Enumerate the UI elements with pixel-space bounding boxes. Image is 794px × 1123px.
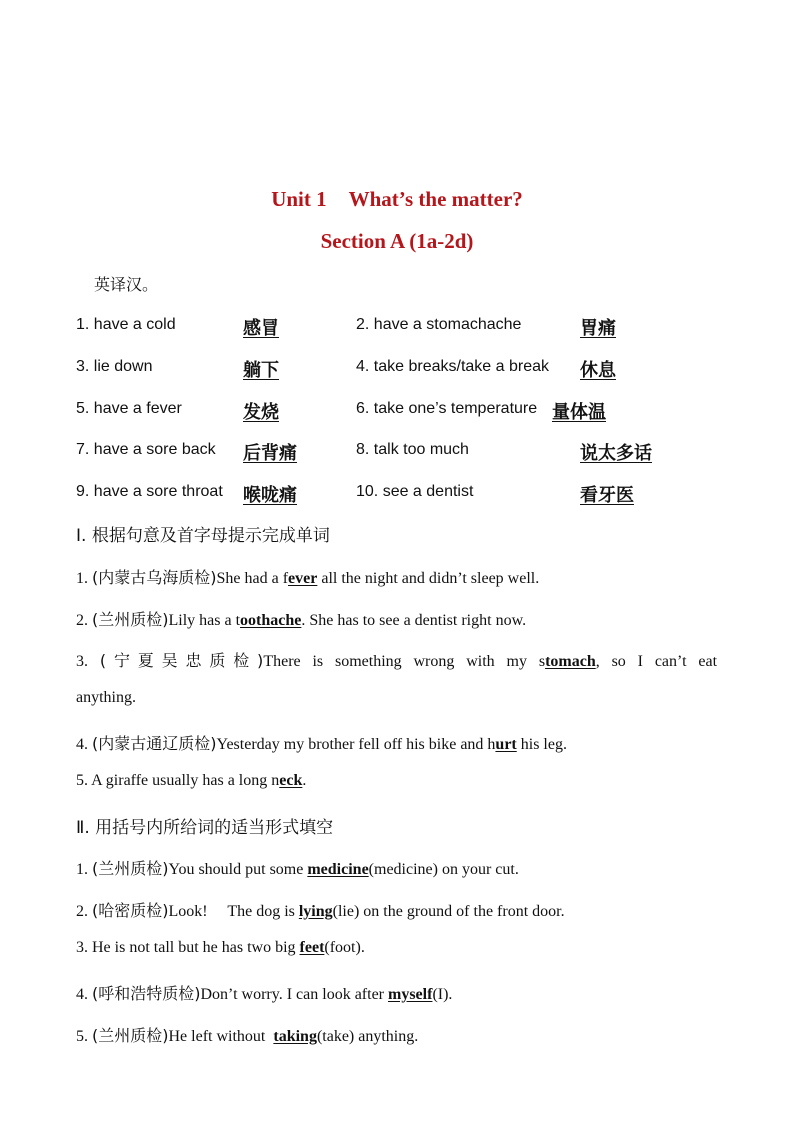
item-source: (兰州质检) (92, 1026, 169, 1045)
vocab-item-en: 9. have a sore throat (76, 483, 223, 500)
section-title: Section A (1a-2d) (320, 229, 474, 253)
item-number: 2. (76, 612, 92, 629)
vocab-item-en: 7. have a sore back (76, 441, 216, 458)
exercise-item (76, 1023, 418, 1046)
unit-question: What’s the matter? (348, 187, 523, 211)
item-text: all the night and didn’t sleep well. (317, 570, 540, 587)
item-text: Yesterday my brother fell off his bike and h (216, 736, 496, 753)
exercise-item-continued: anything. (76, 689, 136, 706)
exercise-item (76, 648, 717, 671)
item-source: (宁夏吴忠质检) (99, 651, 264, 670)
item-number: 5. (76, 772, 92, 789)
item-text: his leg. (516, 736, 567, 753)
item-text: . She has to see a dentist right now. (301, 612, 527, 629)
item-text: A giraffe usually has a long n (91, 772, 280, 789)
answer-blank: tomach (545, 653, 596, 670)
answer-blank: myself (388, 986, 433, 1003)
answer-blank: feet (299, 939, 325, 956)
exercise-item (76, 939, 365, 957)
item-text: Lily has a t (168, 612, 241, 629)
exercise-item (76, 731, 567, 754)
item-text: (take) anything. (316, 1028, 419, 1045)
item-source: (兰州质检) (92, 610, 169, 629)
item-text: (foot). (324, 939, 365, 956)
item-number: 1. (76, 861, 92, 878)
item-text: , so I can’t eat (595, 653, 718, 670)
vocab-item-cn: 说太多话 (580, 443, 652, 464)
vocab-item-en: 3. lie down (76, 358, 153, 375)
answer-blank: oothache (240, 612, 302, 629)
vocab-item-en: 4. take breaks/take a break (356, 358, 549, 375)
exercise-item (76, 772, 306, 790)
item-number: 3. (76, 653, 100, 670)
vocab-item-cn: 发烧 (243, 402, 279, 423)
item-number: 1. (76, 570, 92, 587)
unit-number: Unit 1 (271, 187, 327, 211)
vocab-item-cn: 躺下 (243, 360, 279, 381)
vocab-item-cn: 喉咙痛 (243, 485, 297, 506)
vocab-item-cn: 量体温 (552, 402, 606, 423)
part1-heading: Ⅰ. 根据句意及首字母提示完成单词 (76, 526, 330, 546)
vocab-item-cn: 看牙医 (580, 485, 634, 506)
item-number: 4. (76, 736, 92, 753)
exercise-item (76, 856, 519, 879)
vocab-item-cn: 后背痛 (243, 443, 297, 464)
answer-blank: eck (279, 772, 303, 789)
item-number: 3. (76, 939, 92, 956)
vocab-item-en: 10. see a dentist (356, 483, 474, 500)
item-text: Look! The dog is (168, 903, 299, 920)
item-source: (内蒙古乌海质检) (92, 568, 217, 587)
unit-title (0, 187, 794, 212)
item-source: (呼和浩特质检) (92, 984, 201, 1003)
vocab-item-cn: 胃痛 (580, 318, 616, 339)
item-text: (lie) on the ground of the front door. (332, 903, 565, 920)
item-text: He is not tall but he has two big (92, 939, 300, 956)
item-number: 2. (76, 903, 92, 920)
item-text: She had a f (216, 570, 289, 587)
exercise-item (76, 981, 452, 1004)
vocab-item-cn: 休息 (580, 360, 616, 381)
item-text: You should put some (168, 861, 308, 878)
vocab-item-en: 5. have a fever (76, 400, 182, 417)
item-text: There is something wrong with my s (263, 653, 546, 670)
exercise-item (76, 898, 565, 921)
answer-blank: medicine (307, 861, 369, 878)
item-text: . (302, 772, 307, 789)
answer-blank: taking (273, 1028, 317, 1045)
item-source: (哈密质检) (92, 901, 169, 920)
answer-blank: ever (288, 570, 318, 587)
vocab-instruction: 英译汉。 (94, 275, 159, 294)
exercise-item (76, 607, 526, 630)
vocab-item-cn: 感冒 (243, 318, 279, 339)
answer-blank: lying (298, 903, 333, 920)
item-source: (内蒙古通辽质检) (92, 734, 217, 753)
item-source: (兰州质检) (92, 859, 169, 878)
part2-heading: Ⅱ. 用括号内所给词的适当形式填空 (76, 818, 334, 838)
item-text: Don’t worry. I can look after (200, 986, 388, 1003)
item-text: (I). (432, 986, 453, 1003)
item-text: (medicine) on your cut. (368, 861, 519, 878)
item-number: 5. (76, 1028, 92, 1045)
vocab-item-en: 1. have a cold (76, 316, 176, 333)
item-number: 4. (76, 986, 92, 1003)
vocab-item-en: 2. have a stomachache (356, 316, 522, 333)
vocab-item-en: 6. take one’s temperature (356, 400, 538, 417)
exercise-item (76, 565, 539, 588)
vocab-item-en: 8. talk too much (356, 441, 469, 458)
item-text: He left without (168, 1028, 274, 1045)
answer-blank: urt (495, 736, 517, 753)
